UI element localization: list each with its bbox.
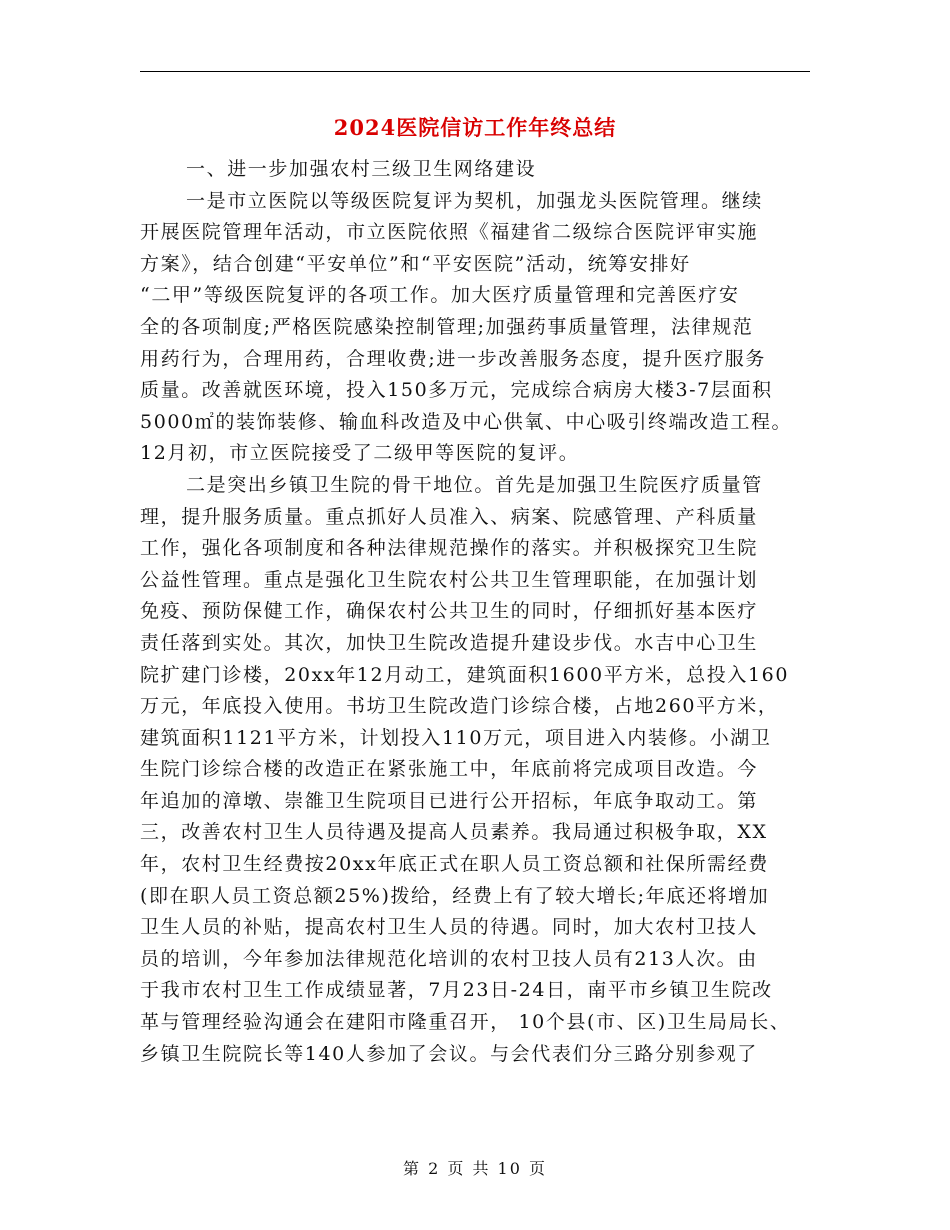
body-line: 免疫、预防保健工作，确保农村公共卫生的同时，仔细抓好基本医疗 (140, 600, 759, 623)
body-line: 用药行为，合理用药，合理收费;进一步改善服务态度，提升医疗服务 (140, 347, 767, 370)
body-line: 开展医院管理年活动，市立医院依照《福建省二级综合医院评审实施 (140, 221, 759, 244)
body-line: 建筑面积1121平方米，计划投入110万元，项目进入内装修。小湖卫 (140, 726, 772, 749)
body-line: 一、进一步加强农村三级卫生网络建设 (186, 158, 537, 180)
body-line: “二甲”等级医院复评的各项工作。加大医疗质量管理和完善医疗安 (140, 284, 740, 307)
body-line: 公益性管理。重点是强化卫生院农村公共卫生管理职能，在加强计划 (140, 568, 759, 591)
document-body (140, 154, 810, 1070)
body-line: 12月初，市立医院接受了二级甲等医院的复评。 (140, 442, 580, 465)
body-line: 生院门诊综合楼的改造正在紧张施工中，年底前将完成项目改造。今 (140, 758, 759, 781)
body-line: 乡镇卫生院院长等140人参加了会议。与会代表们分三路分别参观了 (140, 1042, 758, 1065)
body-line: 质量。改善就医环境，投入150多万元，完成综合病房大楼3-7层面积 (140, 379, 773, 402)
body-line: 万元，年底投入使用。书坊卫生院改造门诊综合楼，占地260平方米， (140, 695, 779, 718)
body-line: 5000㎡的装饰装修、输血科改造及中心供氧、中心吸引终端改造工程。 (140, 410, 793, 433)
body-line: 理，提升服务质量。重点抓好人员准入、病案、院感管理、产科质量 (140, 505, 759, 528)
body-line: 于我市农村卫生工作成绩显著，7月23日-24日，南平市乡镇卫生院改 (140, 979, 773, 1002)
body-line: 二是突出乡镇卫生院的骨干地位。首先是加强卫生院医疗质量管 (186, 473, 763, 496)
body-line: 一是市立医院以等级医院复评为契机，加强龙头医院管理。继续 (186, 189, 763, 212)
body-line: 院扩建门诊楼，20xx年12月动工，建筑面积1600平方米，总投入160 (140, 663, 790, 686)
body-line: 卫生人员的补贴，提高农村卫生人员的待遇。同时，加大农村卫技人 (140, 916, 759, 939)
body-line: 年，农村卫生经费按20xx年底正式在职人员工资总额和社保所需经费 (140, 853, 769, 876)
page-number-footer: 第 2 页 共 10 页 (403, 1159, 547, 1178)
document-title: 2024医院信访工作年终总结 (333, 115, 617, 140)
body-line: 方案》，结合创建“平安单位”和“平安医院”活动，统筹安排好 (140, 252, 691, 275)
body-line: 革与管理经验沟通会在建阳市隆重召开， 10个县(市、区)卫生局局长、 (140, 1011, 791, 1034)
body-line: 年追加的漳墩、崇雒卫生院项目已进行公开招标，年底争取动工。第 (140, 789, 759, 812)
body-line: 全的各项制度;严格医院感染控制管理;加强药事质量管理，法律规范 (140, 315, 754, 338)
body-line: 责任落到实处。其次，加快卫生院改造提升建设步伐。水吉中心卫生 (140, 631, 759, 654)
body-line: 员的培训，今年参加法律规范化培训的农村卫技人员有213人次。由 (140, 947, 758, 970)
body-line: (即在职人员工资总额25%)拨给，经费上有了较大增长;年底还将增加 (140, 884, 770, 907)
header-rule (140, 71, 810, 72)
body-line: 工作，强化各项制度和各种法律规范操作的落实。并积极探究卫生院 (140, 537, 759, 560)
body-line: 三，改善农村卫生人员待遇及提高人员素养。我局通过积极争取，XX (140, 821, 768, 844)
